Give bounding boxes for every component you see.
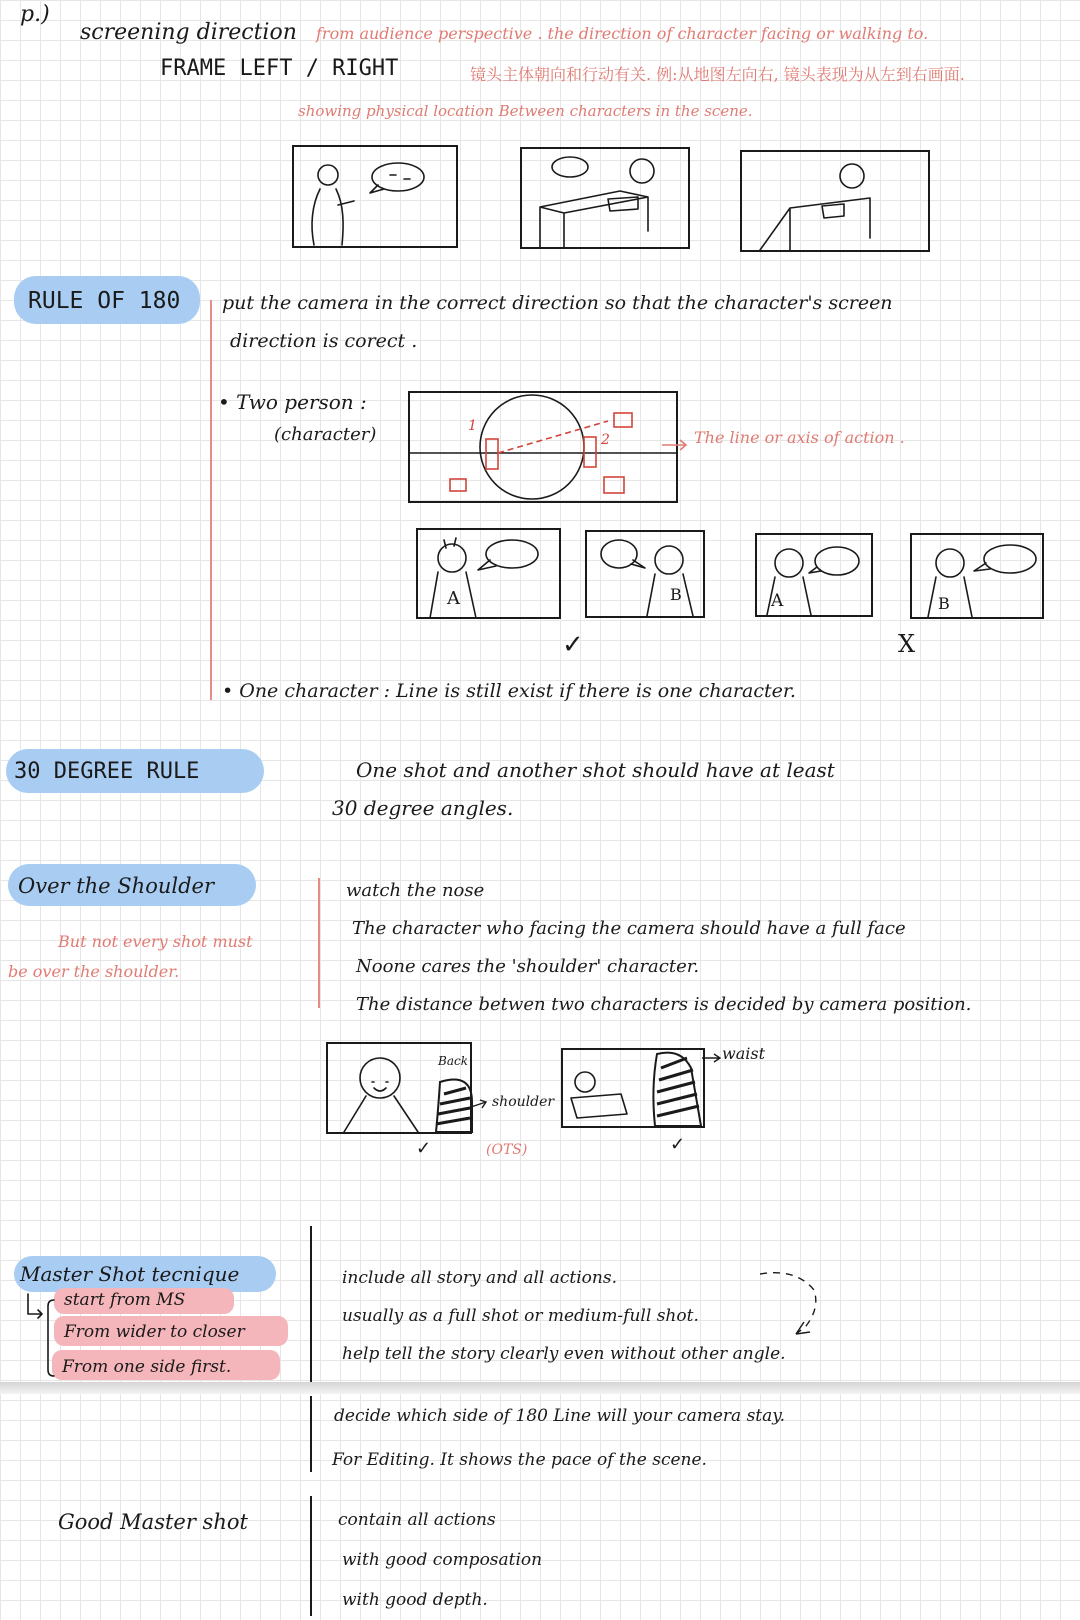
degree30-line1: One shot and another shot should have at least — [356, 758, 835, 782]
rule180-desc-line1: put the camera in the correct direction so that the character's screen — [222, 292, 893, 314]
frame-a-correct — [416, 528, 561, 620]
ots-shoulder-label: shoulder — [492, 1094, 555, 1110]
character-label: (character) — [274, 424, 377, 445]
master-curved-arrow — [756, 1268, 824, 1340]
axis-arrow — [660, 438, 690, 452]
ots-shoulder-arrow — [460, 1098, 490, 1112]
ots-check-2: ✓ — [670, 1134, 686, 1155]
master-line-3: help tell the story clearly even without other angle. — [342, 1344, 786, 1364]
rule180-desc-line2: direction is corect . — [230, 330, 418, 352]
good-master-line-2: with good composation — [342, 1550, 543, 1570]
ots-waist-label: waist — [722, 1044, 765, 1063]
screening-note-en: from audience perspective . the direction of character facing or walking to. — [316, 24, 929, 43]
ots-waist-arrow — [700, 1052, 724, 1064]
master-sub-2: From wider to closer — [64, 1322, 245, 1342]
screening-direction-title: screening direction — [80, 20, 297, 45]
good-master-line-1: contain all actions — [338, 1510, 496, 1530]
ots-line-3: Noone cares the 'shoulder' character. — [356, 956, 700, 977]
ots-check-1: ✓ — [416, 1138, 432, 1159]
rule180-margin-line — [210, 300, 212, 700]
master-line-1: include all story and all actions. — [342, 1268, 617, 1288]
ots-sketch-2 — [561, 1048, 705, 1128]
degree30-line2: 30 degree angles. — [332, 796, 514, 820]
degree30-heading: 30 DEGREE RULE — [14, 759, 200, 784]
axis-diagram — [408, 391, 678, 503]
camera-1-label: 1 — [468, 418, 477, 434]
header-sketch-2 — [520, 147, 690, 251]
ots-line-2: The character who facing the camera should have a full face — [352, 918, 906, 939]
ots-side-note-1: But not every shot must — [58, 932, 253, 951]
frame-label-a-1: A — [447, 588, 460, 609]
axis-of-action-note: The line or axis of action . — [694, 428, 905, 447]
master-line2-2: For Editing. It shows the pace of the scene. — [332, 1450, 707, 1470]
ots-back-label: Back — [438, 1054, 468, 1068]
frame-label-b-1: B — [670, 585, 682, 604]
header-sketch-1 — [292, 145, 458, 249]
ots-line-1: watch the nose — [346, 880, 485, 901]
master-sub-3: From one side first. — [62, 1357, 232, 1377]
master-heading: Master Shot tecnique — [20, 1262, 240, 1286]
frame-b-wrong — [910, 533, 1044, 619]
wrong-x-mark: X — [898, 630, 916, 658]
showing-location-note: showing physical location Between characters in the scene. — [298, 102, 753, 120]
ots-line-4: The distance betwen two characters is decided by camera position. — [356, 994, 972, 1015]
rule180-heading: RULE OF 180 — [28, 288, 181, 314]
page-mark: p.) — [20, 2, 50, 27]
screening-note-cn: 镜头主体朝向和行动有关. 例:从地图左向右, 镜头表现为从左到右画面. — [470, 65, 965, 84]
frame-label-b-2: B — [938, 594, 950, 613]
frame-b-correct — [585, 530, 705, 618]
frame-label-a-2: A — [771, 591, 784, 611]
header-sketch-3 — [740, 150, 930, 254]
ots-side-note-2: be over the shoulder. — [8, 962, 180, 981]
camera-2-label: 2 — [601, 432, 610, 448]
good-master-line-3: with good depth. — [342, 1590, 488, 1610]
page-break-shadow — [0, 1382, 1080, 1394]
ots-heading: Over the Shoulder — [18, 874, 214, 898]
good-master-margin-line — [310, 1496, 312, 1616]
ots-label: (OTS) — [486, 1142, 528, 1158]
master-sub-1: start from MS — [64, 1290, 186, 1310]
frame-left-right-title: FRAME LEFT / RIGHT — [160, 56, 399, 81]
one-character-line: • One character : Line is still exist if there is one character. — [222, 680, 796, 702]
master-line-2: usually as a full shot or medium-full shot. — [342, 1306, 699, 1326]
good-master-heading: Good Master shot — [58, 1510, 248, 1534]
master-line2-1: decide which side of 180 Line will your camera stay. — [334, 1406, 786, 1426]
master-sub-bracket — [20, 1290, 56, 1382]
correct-check-mark: ✓ — [562, 630, 584, 660]
two-person-label: • Two person : — [218, 390, 367, 414]
master-margin-line-2 — [310, 1396, 312, 1472]
ots-margin-line — [318, 878, 320, 1008]
master-margin-line — [310, 1226, 312, 1382]
